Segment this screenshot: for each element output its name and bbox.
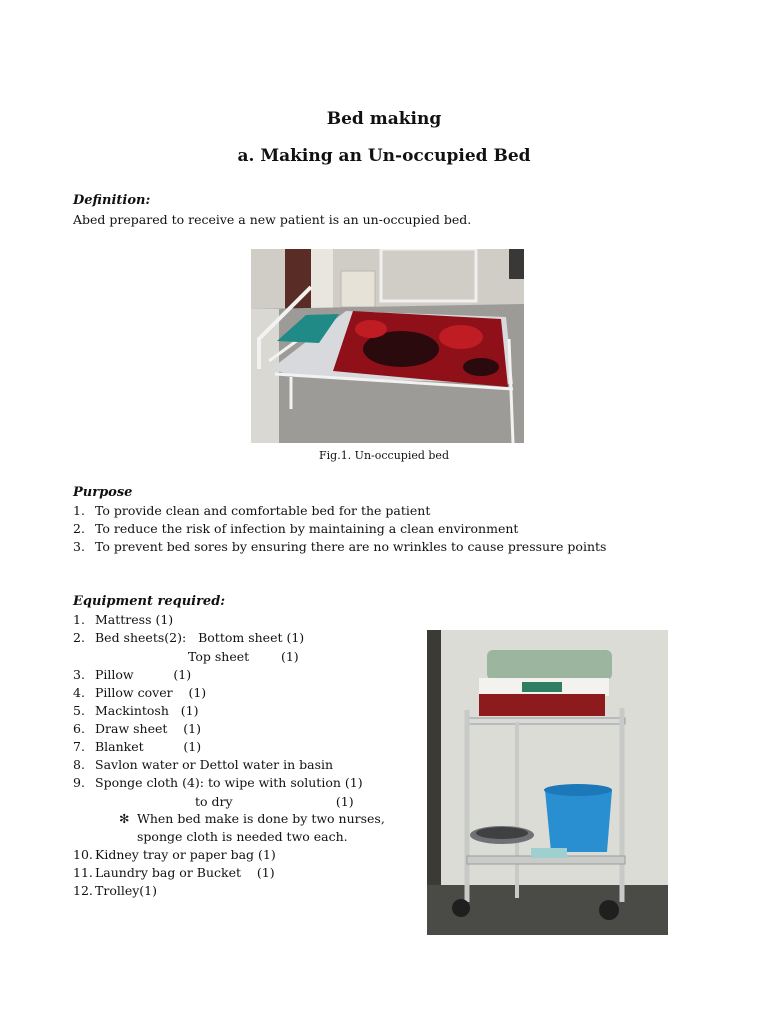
item-text: Savlon water or Dettol water in basin bbox=[95, 757, 334, 772]
item-number: 3. bbox=[73, 539, 85, 554]
equipment-item bbox=[73, 883, 157, 898]
definition-text: Abed prepared to receive a new patient is an un-occupied bed. bbox=[73, 212, 472, 227]
equipment-item bbox=[73, 847, 276, 862]
definition-heading: Definition: bbox=[73, 193, 151, 208]
item-text: Mattress (1) bbox=[95, 612, 174, 627]
note-item bbox=[119, 811, 385, 826]
item-text: Top sheet (1) bbox=[188, 649, 299, 664]
equipment-item bbox=[73, 685, 206, 700]
equipment-item bbox=[73, 757, 333, 772]
equipment-item-continuation bbox=[195, 794, 354, 809]
equipment-item bbox=[73, 703, 199, 718]
item-number: 10. bbox=[73, 847, 93, 862]
purpose-item bbox=[73, 521, 518, 536]
page-title: Bed making bbox=[326, 109, 442, 129]
item-text: To provide clean and comfortable bed for the patient bbox=[95, 503, 431, 518]
item-text: sponge cloth is needed two each. bbox=[137, 829, 348, 844]
item-text: Sponge cloth (4): to wipe with solution (1) bbox=[95, 775, 363, 790]
item-number: 6. bbox=[73, 721, 85, 736]
item-text: Kidney tray or paper bag (1) bbox=[95, 847, 276, 862]
item-text: to dry (1) bbox=[195, 794, 354, 809]
unoccupied-bed-photo bbox=[251, 249, 524, 443]
item-number: 8. bbox=[73, 757, 85, 772]
note-continuation bbox=[137, 829, 348, 844]
equipment-heading: Equipment required: bbox=[73, 594, 226, 609]
item-text: Trolley(1) bbox=[95, 883, 157, 898]
item-number: 11. bbox=[73, 865, 93, 880]
equipment-item bbox=[73, 775, 363, 790]
equipment-item-continuation bbox=[188, 649, 299, 664]
item-text: Blanket (1) bbox=[95, 739, 202, 754]
equipment-item bbox=[73, 739, 201, 754]
equipment-item bbox=[73, 612, 173, 627]
figure-caption: Fig.1. Un-occupied bed bbox=[319, 449, 449, 462]
item-number: 7. bbox=[73, 739, 85, 754]
equipment-item bbox=[73, 721, 201, 736]
item-text: Laundry bag or Bucket (1) bbox=[95, 865, 275, 880]
item-text: Pillow cover (1) bbox=[95, 685, 207, 700]
item-number: 4. bbox=[73, 685, 85, 700]
item-number: 3. bbox=[73, 667, 85, 682]
item-number: 5. bbox=[73, 703, 85, 718]
item-number: 1. bbox=[73, 612, 85, 627]
purpose-item bbox=[73, 539, 606, 554]
item-number: 1. bbox=[73, 503, 85, 518]
item-number: 9. bbox=[73, 775, 85, 790]
item-text: Mackintosh (1) bbox=[95, 703, 199, 718]
purpose-item bbox=[73, 503, 430, 518]
equipment-item bbox=[73, 865, 275, 880]
item-text: Draw sheet (1) bbox=[95, 721, 202, 736]
section-subtitle: a. Making an Un-occupied Bed bbox=[237, 146, 531, 166]
item-number: 2. bbox=[73, 521, 85, 536]
item-text: Bed sheets(2): Bottom sheet (1) bbox=[95, 630, 305, 645]
equipment-item bbox=[73, 667, 191, 682]
asterisk-icon: ✻ bbox=[119, 811, 130, 826]
purpose-heading: Purpose bbox=[73, 485, 133, 500]
equipment-item bbox=[73, 630, 304, 645]
item-text: To prevent bed sores by ensuring there are no wrinkles to cause pressure points bbox=[95, 539, 607, 554]
item-text: Pillow (1) bbox=[95, 667, 192, 682]
item-number: 12. bbox=[73, 883, 93, 898]
item-text: When bed make is done by two nurses, bbox=[137, 811, 385, 826]
trolley-photo bbox=[427, 630, 668, 935]
item-text: To reduce the risk of infection by maintaining a clean environment bbox=[95, 521, 519, 536]
item-number: 2. bbox=[73, 630, 85, 645]
